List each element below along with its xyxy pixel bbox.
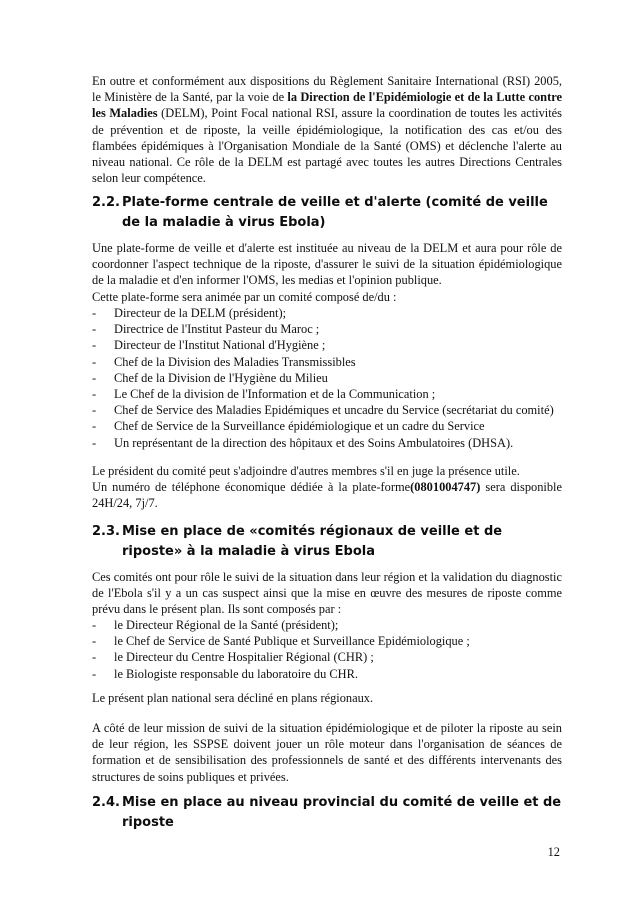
list-dash: - xyxy=(92,354,97,369)
list-item xyxy=(92,435,562,451)
list-item-text: le Chef de Service de Santé Publique et Surveillance Epidémiologique ; xyxy=(114,634,470,649)
list-dash: - xyxy=(92,338,97,353)
list-item-text: Chef de Service de la Surveillance épidémiologique et un cadre du Service xyxy=(114,419,485,434)
phone-number: (0801004747) xyxy=(410,480,481,494)
list-item xyxy=(92,305,562,321)
list-item-text: Directeur de l'Institut National d'Hygiène ; xyxy=(114,338,326,353)
list-item-text: le Biologiste responsable du laboratoire du CHR. xyxy=(114,666,358,681)
section-title: Mise en place au niveau provincial du comité de veille et de riposte xyxy=(122,795,562,830)
phone-note-text: Un numéro de téléphone économique dédiée à la plate-forme xyxy=(92,480,411,494)
s22-note-president: Le président du comité peut s'adjoindre d'autres membres s'il en juge la présence utile. xyxy=(92,464,520,478)
page-number: 12 xyxy=(547,845,560,859)
s22-member-list xyxy=(92,305,562,451)
list-item-text: Chef de Service des Maladies Epidémiques et uncadre du Service (secrétariat du comité) xyxy=(114,403,554,418)
section-heading-2-2 xyxy=(92,193,562,233)
list-item xyxy=(92,321,562,337)
list-item xyxy=(92,649,562,665)
intro-bold-delm: la Direction de l'Epidémiologie et de la Lutte contre les Maladies xyxy=(92,90,562,121)
list-item-text: le Directeur Régional de la Santé (président); xyxy=(114,618,339,632)
intro-text-1: En outre et conformément aux dispositions du Règlement Sanitaire International (RSI) 2005, le Ministère de la Santé, par la voie de xyxy=(92,74,562,105)
s22-list-intro: Cette plate-forme sera animée par un comité composé de/du : xyxy=(92,290,397,304)
section-heading-2-4 xyxy=(92,793,562,833)
intro-text-2: (DELM), Point Focal national RSI, assure la coordination de toutes les activités de prévention et de riposte, la veille épidémiologique, la notification des cas et/ou des flambées épidémiques à l'Organisation Mondiale de la Santé (OMS) et déclenche l'alerte au niveau national. Ce rôle de la DELM est partagé avec toutes les autres Directions Centrales selon leur compétence. xyxy=(92,106,562,186)
phone-note-text-end: sera disponible 24H/24, 7j/7. xyxy=(92,480,562,511)
list-dash: - xyxy=(92,387,97,402)
list-dash: - xyxy=(92,419,97,434)
list-item xyxy=(92,666,562,682)
list-item xyxy=(92,418,562,434)
list-dash: - xyxy=(92,618,97,632)
list-dash: - xyxy=(92,403,97,418)
intro-paragraph xyxy=(92,73,562,186)
list-item xyxy=(92,386,562,402)
list-item-text: Directrice de l'Institut Pasteur du Maroc ; xyxy=(114,322,320,337)
list-item xyxy=(92,402,562,418)
list-dash: - xyxy=(92,322,97,337)
list-dash: - xyxy=(92,306,97,320)
list-item-text: Directeur de la DELM (président); xyxy=(114,306,287,320)
section-number: 2.2. xyxy=(92,195,120,210)
list-dash: - xyxy=(92,650,97,665)
s23-paragraph-2: A côté de leur mission de suivi de la situation épidémiologique et de piloter la riposte au sein de leur région, les SSPSE doivent jouer un rôle moteur dans l'organisation de séances de formation et de sensibilisation des professionnels de santé et des différents intervenants des structures de soins publiques et privées. xyxy=(92,721,562,784)
s22-paragraph: Une plate-forme de veille et d'alerte est instituée au niveau de la DELM et aura pour rôle de coordonner l'aspect technique de la riposte, d'assurer le suivi de la situation épidémiologique de la maladie et d'en informer l'OMS, les medias et l'opinion publique. xyxy=(92,241,562,288)
s23-paragraph: Ces comités ont pour rôle le suivi de la situation dans leur région et la validation du diagnostic de l'Ebola s'il y a un cas suspect ainsi que la mise en œuvre des mesures de riposte comme prévu dans le présent plan. Ils sont composés par : xyxy=(92,570,562,617)
s23-note-regional: Le présent plan national sera décliné en plans régionaux. xyxy=(92,691,374,705)
list-item-text: le Directeur du Centre Hospitalier Régional (CHR) ; xyxy=(114,650,374,665)
list-item xyxy=(92,617,562,633)
list-item xyxy=(92,354,562,370)
section-title: Mise en place de «comités régionaux de veille et de riposte» à la maladie à virus Ebola xyxy=(122,524,503,559)
list-item xyxy=(92,370,562,386)
s22-note-phone xyxy=(92,479,562,511)
list-item-text: Un représentant de la direction des hôpitaux et des Soins Ambulatoires (DHSA). xyxy=(114,435,514,450)
list-item xyxy=(92,633,562,649)
list-item-text: Chef de la Division de l'Hygiène du Milieu xyxy=(114,370,328,385)
list-dash: - xyxy=(92,634,97,649)
section-number: 2.3. xyxy=(92,524,120,539)
list-dash: - xyxy=(92,666,97,681)
list-item-text: Chef de la Division des Maladies Transmissibles xyxy=(114,354,356,369)
s23-member-list xyxy=(92,617,562,682)
section-title: Plate-forme centrale de veille et d'alerte (comité de veille de la maladie à virus Ebola) xyxy=(122,195,548,230)
list-item-text: Le Chef de la division de l'Information et de la Communication ; xyxy=(114,387,436,402)
section-heading-2-3 xyxy=(92,522,562,562)
section-number: 2.4. xyxy=(92,795,120,810)
list-item xyxy=(92,337,562,353)
list-dash: - xyxy=(92,435,97,450)
list-dash: - xyxy=(92,370,97,385)
